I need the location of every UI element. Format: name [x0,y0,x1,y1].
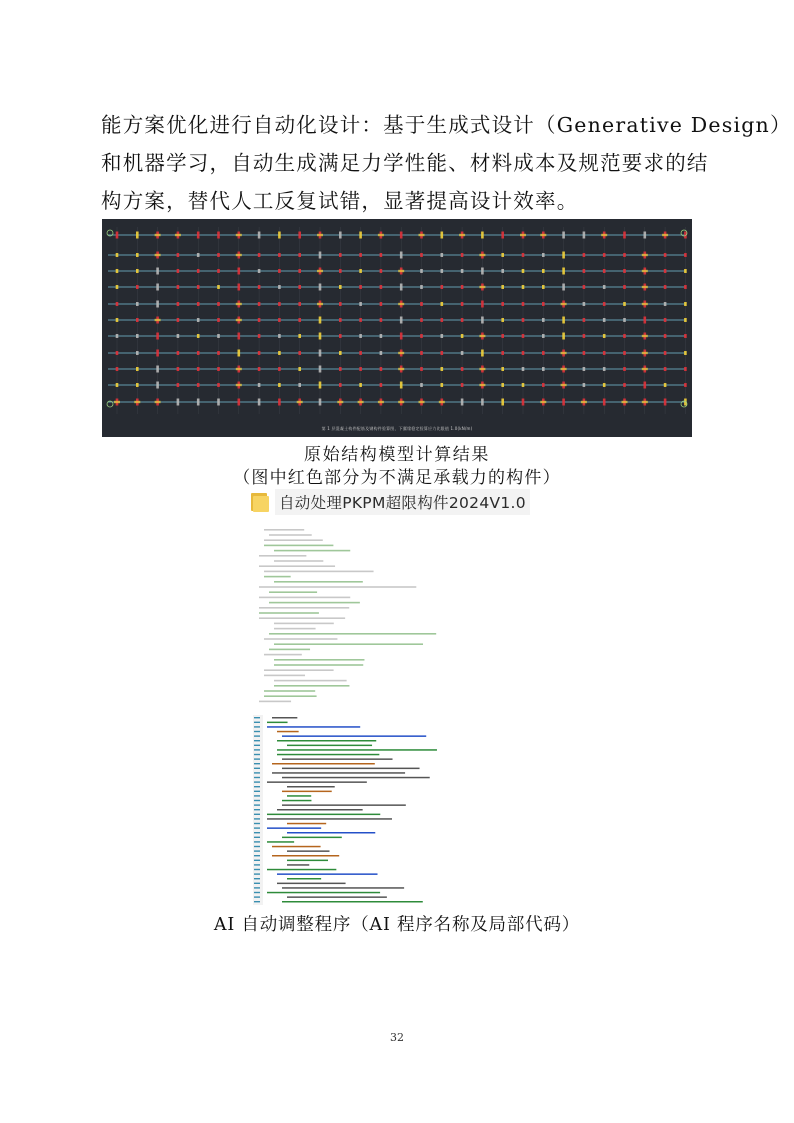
folder-icon [251,492,269,512]
code-screenshot [253,519,458,911]
paragraph-line-2: 和机器学习，自动生成满足力学性能、材料成本及规范要求的结 [101,151,709,175]
figure2-caption: AI 自动调整程序（AI 程序名称及局部代码） [213,915,581,935]
structure-model-image [102,219,692,437]
page-number: 32 [390,1031,404,1044]
figure1-caption: 原始结构模型计算结果 [304,445,490,465]
folder-name: 自动处理PKPM超限构件2024V1.0 [275,489,530,515]
body-paragraph [101,106,792,220]
structure-model-drawing [102,219,692,437]
figure1-subcaption: （图中红色部分为不满足承载力的构件） [233,468,561,488]
paragraph-line-1: 能方案优化进行自动化设计：基于生成式设计（Generative Design） [101,113,792,137]
paragraph-line-3: 构方案，替代人工反复试错，显著提高设计效率。 [101,189,579,213]
structure-image-caption: 第 1 层混凝土构件配筋及钢构件验算图，下翼缘稳定验算应力比限值 1.0(kN/m) [321,426,473,431]
code-listing [253,519,458,911]
program-folder[interactable] [251,487,530,517]
